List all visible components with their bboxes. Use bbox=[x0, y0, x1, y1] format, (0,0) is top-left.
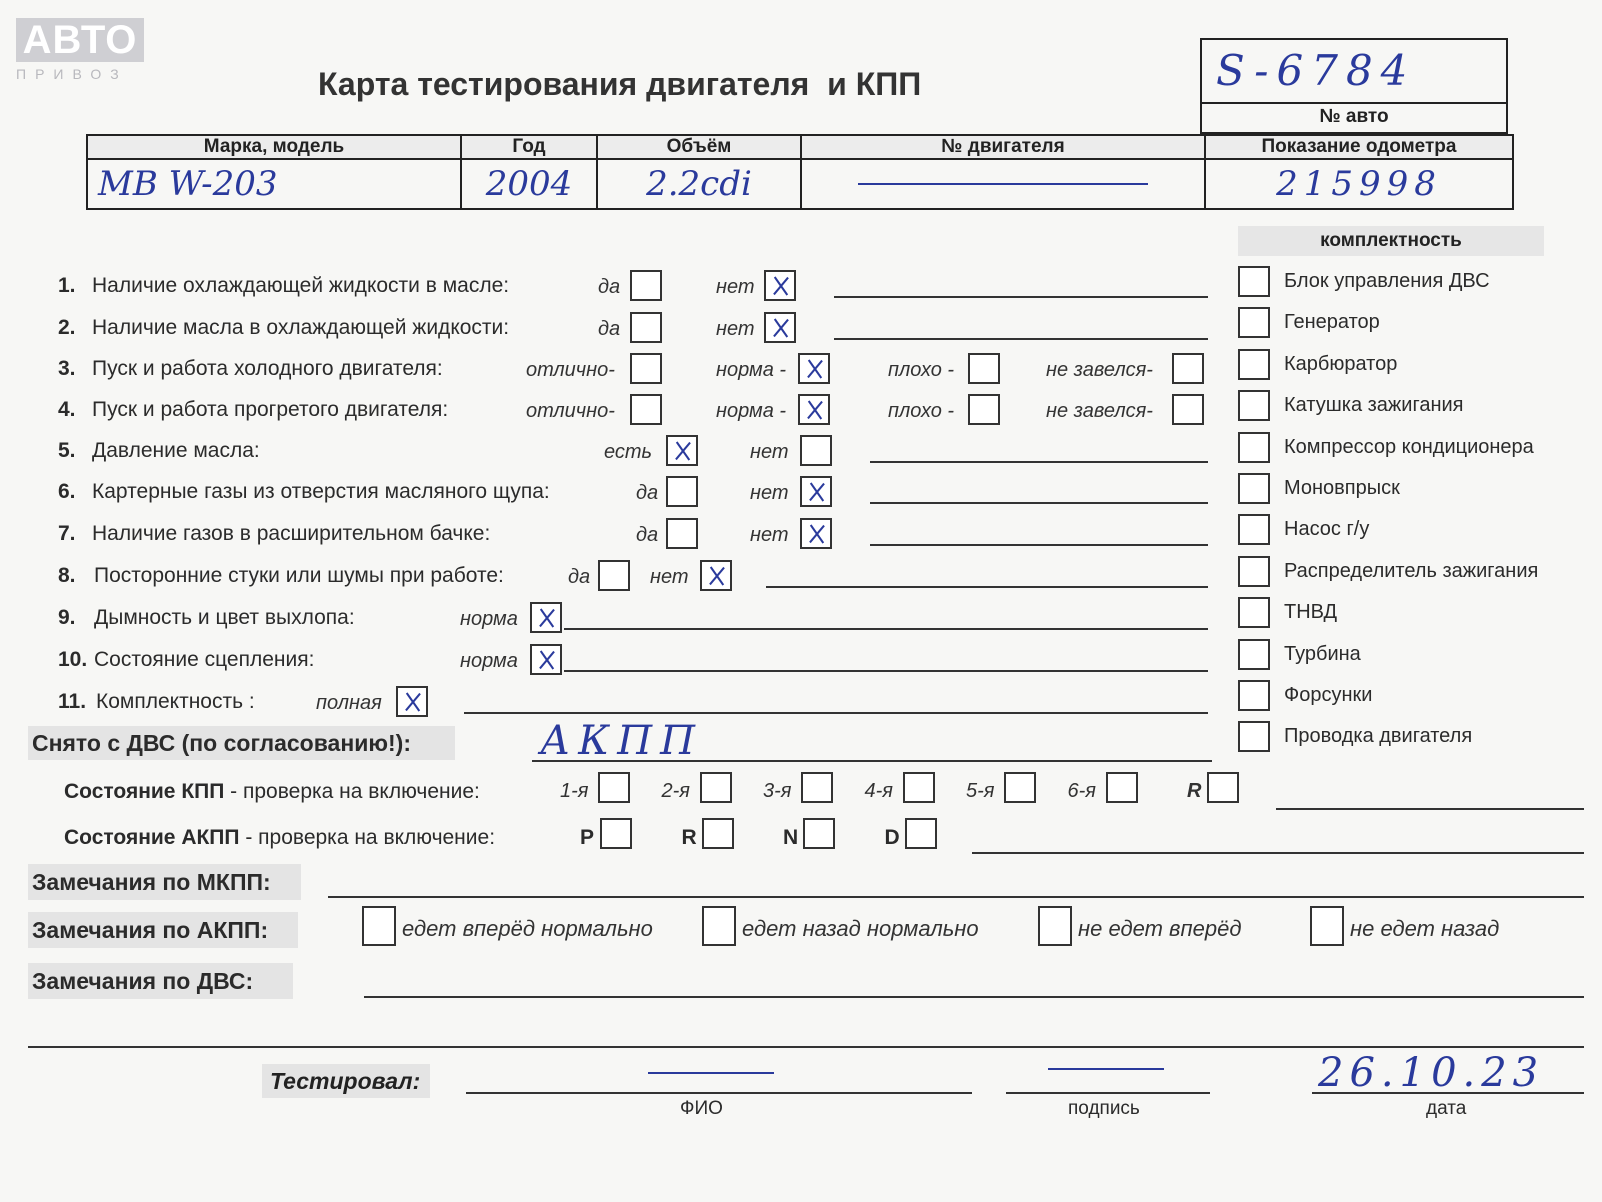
akpp-remark-option: едет назад нормально bbox=[742, 916, 979, 941]
akpp-gear-checkbox[interactable] bbox=[702, 818, 734, 849]
mkpp-check-label-bold: Состояние КПП bbox=[64, 780, 225, 803]
completeness-title: комплектность bbox=[1238, 226, 1544, 256]
check-5-checkbox[interactable] bbox=[800, 435, 832, 466]
mkpp-gear-label: 2-я bbox=[661, 780, 690, 802]
volume-value: 2.2cdi bbox=[597, 159, 801, 209]
page-title: Карта тестирования двигателя и КПП bbox=[318, 66, 922, 102]
completeness-checkbox[interactable] bbox=[1238, 597, 1270, 628]
check-7-checkbox[interactable] bbox=[666, 518, 698, 549]
check-1-text: Наличие охлаждающей жидкости в масле: bbox=[92, 274, 510, 297]
completeness-item: Карбюратор bbox=[1284, 352, 1398, 375]
check-8-checkbox[interactable] bbox=[598, 560, 630, 591]
check-1-checkbox[interactable] bbox=[764, 270, 796, 301]
check-6-text: Картерные газы из отверстия масляного щупа: bbox=[92, 480, 550, 503]
completeness-checkbox[interactable] bbox=[1238, 639, 1270, 670]
akpp-remark-checkbox[interactable] bbox=[1038, 906, 1072, 946]
completeness-checkbox[interactable] bbox=[1238, 473, 1270, 504]
odometer-label: Показание одометра bbox=[1205, 135, 1513, 159]
completeness-item: Турбина bbox=[1284, 642, 1361, 665]
check-4-option-label: не завелся- bbox=[1046, 400, 1153, 422]
completeness-checkbox[interactable] bbox=[1238, 721, 1270, 752]
car-number-box bbox=[1200, 38, 1508, 134]
check-6-checkbox[interactable] bbox=[666, 476, 698, 507]
akpp-note-line bbox=[972, 852, 1584, 854]
mkpp-gear-checkbox[interactable] bbox=[1106, 772, 1138, 803]
check-4-option-label: отлично- bbox=[526, 400, 615, 422]
check-6-option-label: нет bbox=[750, 482, 789, 504]
logo: АВТО bbox=[16, 18, 144, 62]
check-5-text: Давление масла: bbox=[92, 439, 260, 462]
mkpp-check-label-rest: - проверка на включение: bbox=[224, 780, 480, 803]
vehicle-info-table bbox=[86, 134, 1514, 210]
akpp-check-label-rest: - проверка на включение: bbox=[239, 826, 496, 849]
completeness-checkbox[interactable] bbox=[1238, 266, 1270, 297]
mkpp-gear-checkbox[interactable] bbox=[700, 772, 732, 803]
mkpp-gear-label: 6-я bbox=[1067, 780, 1096, 802]
odometer-value: 215998 bbox=[1205, 159, 1513, 209]
fio-line bbox=[466, 1092, 972, 1094]
check-10-note-line bbox=[564, 670, 1208, 672]
check-8-option-label: нет bbox=[650, 566, 689, 588]
check-11-text: Комплектность : bbox=[96, 690, 255, 713]
fio-scribble bbox=[648, 1072, 774, 1074]
mkpp-note-line bbox=[1276, 808, 1584, 810]
completeness-checkbox[interactable] bbox=[1238, 514, 1270, 545]
check-5-note-line bbox=[870, 461, 1208, 463]
check-10-checkbox[interactable] bbox=[530, 644, 562, 675]
check-1-note-line bbox=[834, 296, 1208, 298]
fio-caption: ФИО bbox=[680, 1098, 723, 1119]
sign-scribble bbox=[1048, 1068, 1164, 1070]
logo-subtitle: ПРИВОЗ bbox=[16, 66, 128, 82]
removed-value: АКПП bbox=[540, 718, 704, 764]
completeness-item: Проводка двигателя bbox=[1284, 725, 1473, 748]
check-10-option-label: норма bbox=[460, 650, 518, 672]
completeness-checkbox[interactable] bbox=[1238, 680, 1270, 711]
engine-number-label: № двигателя bbox=[801, 135, 1205, 159]
check-1-option-label: нет bbox=[716, 276, 755, 298]
check-6-checkbox[interactable] bbox=[800, 476, 832, 507]
check-8-number: 8. bbox=[58, 564, 76, 587]
check-7-note-line bbox=[870, 544, 1208, 546]
completeness-item: Насос г/у bbox=[1284, 518, 1370, 541]
dvs-remarks-line bbox=[364, 996, 1584, 998]
check-3-option-label: не завелся- bbox=[1046, 359, 1153, 381]
check-4-checkbox[interactable] bbox=[968, 394, 1000, 425]
check-4-checkbox[interactable] bbox=[798, 394, 830, 425]
completeness-checkbox[interactable] bbox=[1238, 556, 1270, 587]
completeness-item: Катушка зажигания bbox=[1284, 394, 1464, 417]
removed-label: Снято с ДВС (по согласованию!): bbox=[28, 726, 455, 760]
mkpp-gear-checkbox[interactable] bbox=[903, 772, 935, 803]
completeness-item: Генератор bbox=[1284, 311, 1380, 334]
check-2-option-label: нет bbox=[716, 318, 755, 340]
check-7-option-label: нет bbox=[750, 524, 789, 546]
car-number-label: № авто bbox=[1319, 106, 1389, 127]
check-4-checkbox[interactable] bbox=[630, 394, 662, 425]
volume-label: Объём bbox=[597, 135, 801, 159]
check-8-option-label: да bbox=[568, 566, 591, 588]
check-11-checkbox[interactable] bbox=[396, 686, 428, 717]
completeness-item: Моновпрыск bbox=[1284, 477, 1400, 499]
check-10-text: Состояние сцепления: bbox=[94, 648, 315, 671]
year-value: 2004 bbox=[461, 159, 597, 209]
check-3-option-label: плохо - bbox=[888, 359, 955, 381]
mkpp-gear-label: R bbox=[1187, 780, 1202, 802]
check-1-number: 1. bbox=[58, 274, 76, 297]
akpp-gear-checkbox[interactable] bbox=[600, 818, 632, 849]
year-label: Год bbox=[461, 135, 597, 159]
completeness-item: Компрессор кондиционера bbox=[1284, 435, 1534, 458]
check-1-option-label: да bbox=[598, 276, 621, 298]
check-2-checkbox[interactable] bbox=[764, 312, 796, 343]
check-7-number: 7. bbox=[58, 522, 76, 545]
check-3-checkbox[interactable] bbox=[630, 353, 662, 384]
mkpp-gear-label: 4-я bbox=[864, 780, 893, 802]
check-4-option-label: норма - bbox=[716, 400, 787, 422]
check-3-checkbox[interactable] bbox=[1172, 353, 1204, 384]
akpp-gear-checkbox[interactable] bbox=[803, 818, 835, 849]
akpp-gear-label: R bbox=[681, 826, 697, 849]
akpp-check-label-bold: Состояние АКПП bbox=[64, 826, 240, 849]
completeness-checkbox[interactable] bbox=[1238, 390, 1270, 421]
check-6-number: 6. bbox=[58, 480, 76, 503]
car-number-divider bbox=[1202, 102, 1506, 104]
completeness-item: Распределитель зажигания bbox=[1284, 559, 1539, 582]
completeness-checkbox[interactable] bbox=[1238, 349, 1270, 380]
akpp-remark-checkbox[interactable] bbox=[702, 906, 736, 946]
check-4-option-label: плохо - bbox=[888, 400, 955, 422]
completeness-checkbox[interactable] bbox=[1238, 432, 1270, 463]
mkpp-remarks-line bbox=[328, 896, 1584, 898]
check-2-number: 2. bbox=[58, 316, 76, 339]
check-9-number: 9. bbox=[58, 606, 76, 629]
car-number-value: S-6784 bbox=[1216, 46, 1416, 95]
check-7-checkbox[interactable] bbox=[800, 518, 832, 549]
check-4-number: 4. bbox=[58, 398, 76, 421]
check-3-option-label: норма - bbox=[716, 359, 787, 381]
completeness-item: ТНВД bbox=[1284, 601, 1338, 624]
mkpp-gear-checkbox[interactable] bbox=[1004, 772, 1036, 803]
check-9-text: Дымность и цвет выхлопа: bbox=[94, 606, 355, 629]
check-3-checkbox[interactable] bbox=[798, 353, 830, 384]
separator-line bbox=[28, 1046, 1584, 1048]
check-5-option-label: есть bbox=[604, 441, 653, 463]
akpp-gear-label: N bbox=[783, 826, 799, 849]
akpp-remark-option: не едет назад bbox=[1350, 916, 1500, 941]
check-3-text: Пуск и работа холодного двигателя: bbox=[92, 357, 443, 380]
check-11-option-label: полная bbox=[316, 692, 382, 714]
akpp-remarks-label: Замечания по АКПП: bbox=[28, 912, 298, 948]
check-1-checkbox[interactable] bbox=[630, 270, 662, 301]
check-3-checkbox[interactable] bbox=[968, 353, 1000, 384]
check-8-note-line bbox=[766, 586, 1208, 588]
check-5-checkbox[interactable] bbox=[666, 435, 698, 466]
check-5-number: 5. bbox=[58, 439, 76, 462]
check-2-option-label: да bbox=[598, 318, 621, 340]
check-9-note-line bbox=[564, 628, 1208, 630]
sign-caption: подпись bbox=[1068, 1098, 1140, 1119]
check-11-note-line bbox=[464, 712, 1208, 714]
akpp-gear-label: P bbox=[580, 826, 595, 849]
check-6-note-line bbox=[870, 502, 1208, 504]
akpp-gear-label: D bbox=[884, 826, 900, 849]
akpp-check-label bbox=[64, 826, 495, 850]
check-3-option-label: отлично- bbox=[526, 359, 615, 381]
date-value: 26.10.23 bbox=[1318, 1050, 1545, 1096]
check-11-number: 11. bbox=[58, 690, 87, 713]
akpp-remark-checkbox[interactable] bbox=[1310, 906, 1344, 946]
mkpp-gear-label: 3-я bbox=[763, 780, 792, 802]
check-7-option-label: да bbox=[636, 524, 659, 546]
dvs-remarks-label: Замечания по ДВС: bbox=[28, 963, 293, 999]
check-6-option-label: да bbox=[636, 482, 659, 504]
make-label: Марка, модель bbox=[87, 135, 461, 159]
akpp-remark-option: не едет вперёд bbox=[1078, 916, 1242, 941]
date-caption: дата bbox=[1426, 1098, 1467, 1119]
check-7-text: Наличие газов в расширительном бачке: bbox=[92, 522, 491, 545]
check-3-number: 3. bbox=[58, 357, 76, 380]
check-4-text: Пуск и работа прогретого двигателя: bbox=[92, 398, 449, 421]
check-9-checkbox[interactable] bbox=[530, 602, 562, 633]
mkpp-gear-checkbox[interactable] bbox=[1207, 772, 1239, 803]
mkpp-gear-label: 5-я bbox=[966, 780, 995, 802]
completeness-item: Блок управления ДВС bbox=[1284, 270, 1490, 292]
check-2-checkbox[interactable] bbox=[630, 312, 662, 343]
check-10-number: 10. bbox=[58, 648, 88, 671]
mkpp-gear-checkbox[interactable] bbox=[598, 772, 630, 803]
mkpp-check-label bbox=[64, 780, 480, 804]
completeness-checkbox[interactable] bbox=[1238, 307, 1270, 338]
check-8-text: Посторонние стуки или шумы при работе: bbox=[94, 564, 504, 587]
make-value: MB W-203 bbox=[87, 159, 461, 209]
sign-line bbox=[1006, 1092, 1210, 1094]
completeness-item: Форсунки bbox=[1284, 684, 1373, 706]
check-2-note-line bbox=[834, 338, 1208, 340]
tested-label: Тестировал: bbox=[262, 1064, 430, 1098]
check-5-option-label: нет bbox=[750, 441, 789, 463]
mkpp-remarks-label: Замечания по МКПП: bbox=[28, 864, 301, 900]
engine-number-value bbox=[801, 159, 1205, 209]
akpp-remark-checkbox[interactable] bbox=[362, 906, 396, 946]
akpp-gear-checkbox[interactable] bbox=[905, 818, 937, 849]
mkpp-gear-checkbox[interactable] bbox=[801, 772, 833, 803]
check-2-text: Наличие масла в охлаждающей жидкости: bbox=[92, 316, 510, 339]
akpp-remark-option: едет вперёд нормально bbox=[402, 916, 653, 941]
check-4-checkbox[interactable] bbox=[1172, 394, 1204, 425]
mkpp-gear-label: 1-я bbox=[560, 780, 589, 802]
removed-line bbox=[532, 760, 1212, 762]
check-8-checkbox[interactable] bbox=[700, 560, 732, 591]
check-9-option-label: норма bbox=[460, 608, 518, 630]
